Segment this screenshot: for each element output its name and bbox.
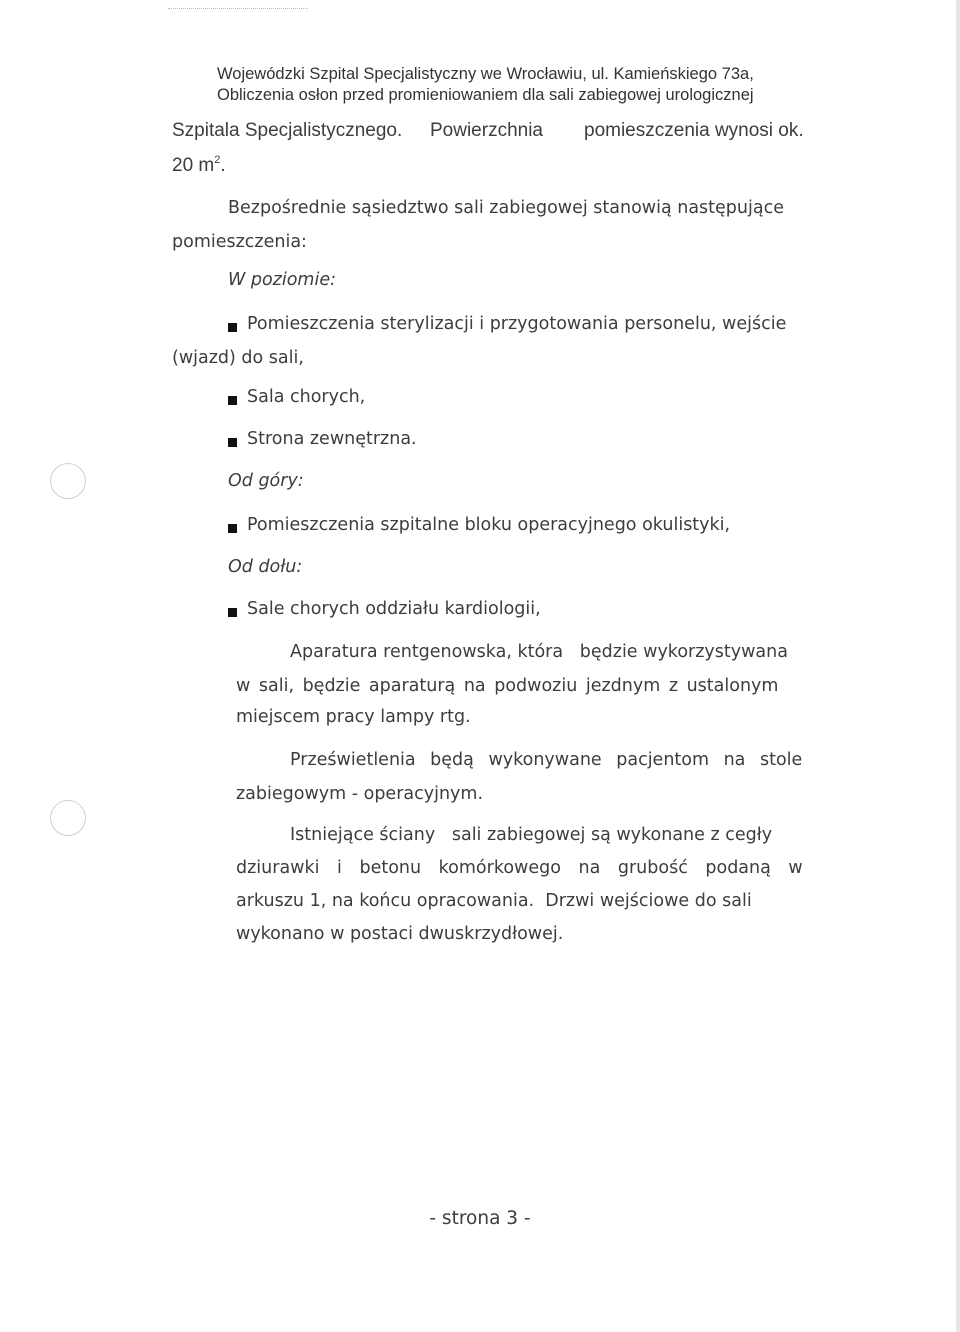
- square-bullet-icon: [228, 608, 237, 617]
- paragraph-text: dziurawki i betonu komórkowego na grubość podaną w: [236, 858, 803, 878]
- paragraph-text: Bezpośrednie sąsiedztwo sali zabiegowej stanowią następujące: [228, 198, 784, 218]
- list-item: (wjazd) do sali,: [172, 348, 304, 368]
- scan-artifact: [168, 8, 308, 15]
- paragraph-text: Powierzchnia: [430, 120, 543, 141]
- list-item: Strona zewnętrzna.: [247, 429, 417, 449]
- section-heading: Od góry:: [228, 471, 304, 491]
- paragraph-text: miejscem pracy lampy rtg.: [236, 707, 471, 727]
- period: .: [220, 155, 226, 176]
- paragraph-text: wykonano w postaci dwuskrzydłowej.: [236, 924, 564, 944]
- section-heading: Od dołu:: [228, 557, 303, 577]
- list-item: Sala chorych,: [247, 387, 366, 407]
- page-number: - strona 3 -: [429, 1208, 531, 1229]
- area-value: 20 m: [172, 155, 215, 176]
- paragraph-text: Aparatura rentgenowska, która będzie wykorzystywana: [290, 642, 788, 662]
- paragraph-text: pomieszczenia wynosi ok.: [584, 120, 804, 141]
- header-line-2: Obliczenia osłon przed promieniowaniem dla sali zabiegowej urologicznej: [217, 86, 754, 104]
- list-item: Pomieszczenia szpitalne bloku operacyjnego okulistyki,: [247, 515, 731, 535]
- paragraph-text: pomieszczenia:: [172, 232, 307, 252]
- paragraph-text: w sali, będzie aparaturą na podwoziu jezdnym z ustalonym: [236, 676, 779, 696]
- header-line-1: Wojewódzki Szpital Specjalistyczny we Wrocławiu, ul. Kamieńskiego 73a,: [217, 65, 754, 83]
- paragraph-text: [172, 155, 226, 177]
- paragraph-text: Prześwietlenia będą wykonywane pacjentom na stole: [290, 750, 803, 770]
- square-bullet-icon: [228, 438, 237, 447]
- page-edge: [956, 0, 960, 1332]
- punch-hole: [50, 463, 86, 499]
- paragraph-text: arkuszu 1, na końcu opracowania. Drzwi wejściowe do sali: [236, 891, 752, 911]
- paragraph-text: Szpitala Specjalistycznego.: [172, 120, 403, 141]
- paragraph-text: zabiegowym - operacyjnym.: [236, 784, 484, 804]
- square-bullet-icon: [228, 323, 237, 332]
- punch-hole: [50, 800, 86, 836]
- square-bullet-icon: [228, 396, 237, 405]
- list-item: Sale chorych oddziału kardiologii,: [247, 599, 541, 619]
- document-header: [217, 64, 917, 106]
- paragraph-text: Istniejące ściany sali zabiegowej są wykonane z cegły: [290, 825, 773, 845]
- list-item: Pomieszczenia sterylizacji i przygotowania personelu, wejście: [247, 314, 787, 334]
- square-bullet-icon: [228, 524, 237, 533]
- section-heading: W poziomie:: [228, 270, 337, 290]
- superscript: 2: [214, 154, 221, 166]
